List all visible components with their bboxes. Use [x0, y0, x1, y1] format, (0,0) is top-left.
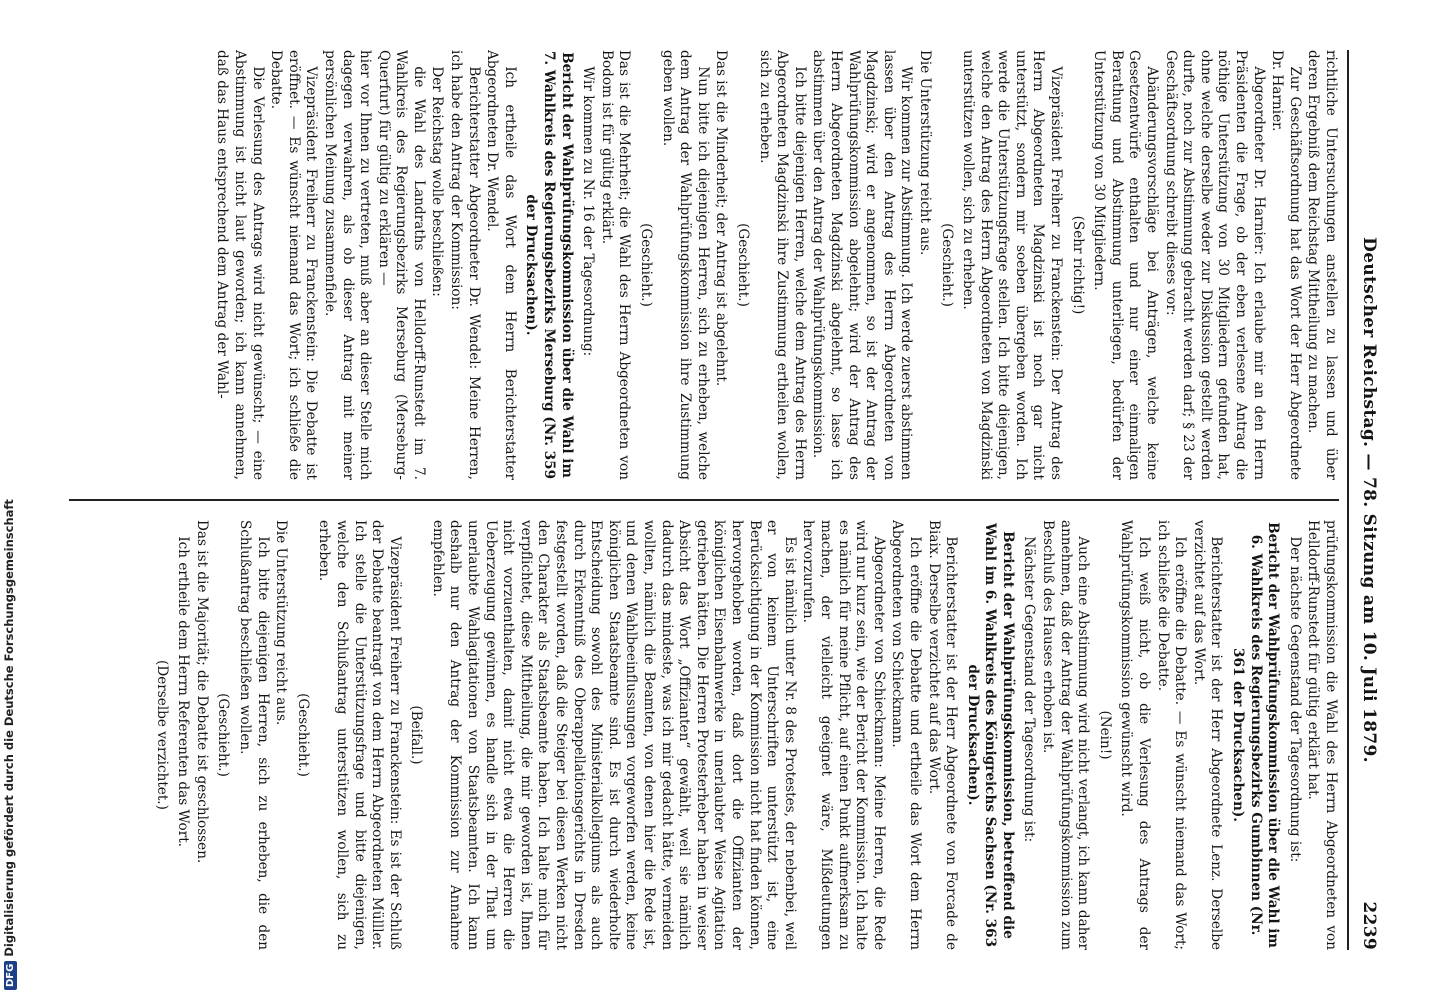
agenda-item-heading: Bericht der Wahlprüfungskommission über die Wahl im 6. Wahlkreis des Regierungsbezirks Gumbinnen (Nr. 361 der Drucksachen). [1230, 522, 1282, 948]
paragraph: Ich eröffne die Debatte. — Es wünscht niemand das Wort; ich schließe die Debatte. [1154, 520, 1189, 950]
interjection: (Beifall.) [408, 705, 425, 765]
agenda-item-heading: Bericht der Wahlprüfungskommission über die Wahl im 7. Wahlkreis des Regierungsbezirks Merseburg (Nr. 359 der Drucksachen). [523, 50, 575, 480]
left-column [59, 50, 1339, 480]
paragraph: Ich eröffne die Debatte und ertheile das Wort dem Herrn Abgeordneten von Schieckmann. [889, 520, 923, 950]
printed-page [21, 20, 1411, 980]
paragraph: Es ist nämlich unter Nr. 8 des Protestes, der nebenbei, weil er von keinem Unterschriften unterstützt ist, eine Berücksichtigung in der Kommission nicht hat finden können, hervorgehoben worden, daß dort die Offizianten der königlichen Eisenbahnwerke in unerlaubter Weise Agitation getrieben hätten. Die Herren Protesterheber haben in weiser Absicht das Wort „Offizianten“ gewählt, weil sie nämlich dadurch das mindeste, was ich mir gedacht hätte, vermeiden wollten, nämlich die Beamten, von denen hier die Rede ist, und denen Wahlbeeinflussungen vorgeworfen werden, keine königlichen Staatsbeamte sind. Es ist durch wiederholte Entscheidung sowohl des Ministerialkollegiums als auch durch Erkenntniß des Oberappellationsgerichts in Dresden festgestellt worden, daß die Steiger bei diesen Werken nicht den Charakter als Staatsbeamte haben. Ich halte mich für verpflichtet, diese Mittheilung, die mir geworden ist, Ihnen nicht vorzuenthalten, damit nicht etwa die Herren die Ueberzeugung gewinnen, es handle sich in der That um unerlaubte Wahlagitationen von Staatsbeamten. Ich kann deshalb nur den Antrag der Kommission zur Annahme empfehlen. [429, 520, 798, 950]
dfg-logo-icon: DFG [4, 961, 17, 990]
paragraph: Der Reichstag wolle beschließen: [429, 66, 446, 297]
paragraph: richtliche Untersuchungen anstellen zu lassen und über deren Ergebniß dem Reichstag Mittheilung zu machen. [1305, 50, 1339, 480]
paragraph: Nun bitte ich diejenigen Herren, sich zu erheben, welche dem Antrag der Wahlprüfungskommission ihre Zustimmung geben wollen. [659, 50, 711, 480]
paragraph: Nächster Gegenstand der Tagesordnung ist: [1021, 536, 1038, 843]
paragraph: Das ist die Majorität; die Debatte ist geschlossen. [193, 520, 210, 864]
paragraph: Wir kommen zu Nr. 16 der Tagesordnung: [580, 66, 597, 357]
interjection: (Geschieht.) [638, 223, 655, 307]
paragraph: prüfungskommission die Wahl des Herrn Abgeordneten von Helldorff-Runstedt für gültig erklärt hat. [1305, 520, 1339, 950]
interjection: (Geschieht.) [735, 223, 751, 307]
paragraph: Die Verlesung des Antrags wird nicht gewünscht; — eine Abstimmung ist nicht laut geworden; ich kann annehmen, daß das Haus entsprechend dem Antrag der Wahl- [214, 50, 266, 480]
paragraph: Berichterstatter ist der Herr Abgeordnete Lenz. Derselbe verzichtet auf das Wort. [1190, 520, 1225, 950]
header-rule [1347, 50, 1349, 950]
quote-paragraph: die Wahl des Landraths von Helldorff-Runstedt im 7. Wahlkreis des Regierungsbezirks Merseburg (Merseburg-Querfurt) für gültig zu erklären — [375, 50, 427, 480]
paragraph: Ich ertheile dem Herrn Referenten das Wort. [175, 536, 192, 848]
interjection: (Derselbe verzichtet.) [153, 660, 170, 810]
digitization-credit-text: Digitalisierung gefördert durch die Deutsche Forschungsgemeinschaft [2, 499, 16, 957]
interjection: (Geschieht.) [294, 693, 311, 777]
page-title: Deutscher Reichstag. — 78. Sitzung am 10. Juli 1879. [1359, 237, 1379, 763]
page-number: 2239 [1359, 901, 1379, 950]
interjection: (Geschieht.) [938, 223, 955, 307]
interjection: (Nein!) [1096, 710, 1113, 760]
interjection: (Geschieht.) [215, 693, 232, 777]
quote-paragraph: Abänderungsvorschläge bei Anträgen, welche keine Gesetzentwürfe enthalten und nur einer einmaligen Berathung und Abstimmung unterliegen, bedürfen der Unterstützung von 30 Mitgliedern. [1091, 50, 1161, 480]
column-rule [69, 499, 1339, 501]
paragraph: Zur Geschäftsordnung hat das Wort der Herr Abgeordnete Dr. Harnier. [1269, 50, 1303, 480]
paragraph: Ich ertheile das Wort dem Herrn Berichterstatter Abgeordneten Dr. Wendel. [484, 50, 518, 480]
speech-paragraph: Vizepräsident Freiherr zu Franckenstein: Die Debatte ist eröffnet. — Es wünscht niemand das Wort; ich schließe die Debatte. [268, 50, 320, 480]
paragraph: Ich weiß nicht, ob die Verlesung des Antrags der Wahlprüfungskommission gewünscht wird. [1118, 520, 1153, 950]
speech-paragraph: Vizepräsident Freiherr zu Franckenstein: Es ist der Schluß der Debatte beantragt von dem Herrn Abgeordneten Mülller. Ich stelle die Unterstützungsfrage und bitte diejenigen, welche den Schlußantrag unterstützen wollen, sich zu erheben. [316, 520, 403, 950]
page-header [1351, 50, 1383, 950]
paragraph: Die Unterstützung reicht aus. [273, 520, 290, 726]
paragraph: Ich bitte diejenigen Herren, welche dem Antrag des Herrn Abgeordneten Magdzinski ihre Zustimmung ertheilen wollen, sich zu erheben. [756, 50, 808, 480]
paragraph: Berichterstatter ist der Herr Abgeordnete von Forcade de Biaix. Derselbe verzichtet auf das Wort. [925, 520, 960, 950]
paragraph: Das ist die Minderheit; der Antrag ist abgelehnt. [713, 50, 730, 387]
paragraph: hier vor Ihnen zu vertreten, muß aber an dieser Stelle mich dagegen verwahren, als ob dieser Antrag mit meiner persönlichen Meinung zusammenfiele. [321, 50, 374, 480]
paragraph: Ich bitte diejenigen Herren, sich zu erheben, die den Schlußantrag beschließen wollen. [236, 520, 271, 950]
right-column [59, 520, 1339, 950]
digitization-credit [2, 499, 17, 990]
speech-paragraph: Berichterstatter Abgeordneter Dr. Wendel: Meine Herren, ich habe den Antrag der Kommission: [448, 50, 482, 480]
paragraph: Das ist die Mehrheit; die Wahl des Herrn Abgeordneten von Bodom ist für gültig erklärt. [598, 50, 633, 480]
speech-paragraph: Abgeordneter von Schieckmann: Meine Herren, die Rede wird nur kurz sein, wie der Bericht der Kommission. Ich halte es nämlich für meine Pflicht, auf einen Punkt aufmerksam zu machen, der vielleicht geeignet wäre, Mißdeutungen hervorzurufen. [800, 520, 887, 950]
paragraph: Wir kommen zur Abstimmung. Ich werde zuerst abstimmen lassen über den Antrag des Herrn Abgeordneten von Magdzinski; wird er angenommen, so ist der Antrag der Wahlprüfungskommission abgelehnt; wird der Antrag des Herrn Abgeordneten Magdzinski abgelehnt, so lasse ich abstimmen über den Antrag der Wahlprüfungskommission. [810, 50, 915, 480]
speech-paragraph: Vizepräsident Freiherr zu Franckenstein: Der Antrag des Herrn Abgeordneten Magdzinski ist noch gar nicht unterstützt, sondern mir soeben übergeben worden. Ich werde die Unterstützungsfrage stellen. Ich bitte diejenigen, welche den Antrag des Herrn Abgeordneten von Magdzinski unterstützen wollen, sich zu erheben. [960, 50, 1065, 480]
speech-paragraph: Abgeordneter Dr. Harnier: Ich erlaube mir an den Herrn Präsidenten die Frage, ob der eben verlesene Antrag die nöthige Unterstützung von 30 Mitgliedern gefunden hat, ohne welche derselbe weder zur Diskussion gestellt werden durfte, noch zur Abstimmung gebracht werden darf; § 23 der Geschäftsordnung schreibt dieses vor: [1162, 50, 1267, 480]
paragraph: Der nächste Gegenstand der Tagesordnung ist: [1286, 536, 1303, 863]
paragraph: Auch eine Abstimmung wird nicht verlangt, ich kann daher annehmen, daß der Antrag der Wahlprüfungskommission zum Beschluß des Hauses erhoben ist. [1040, 520, 1092, 950]
agenda-item-heading: Bericht der Wahlprüfungskommission, betreffend die Wahl im 6. Wahlkreis des Königreichs Sachsen (Nr. 363 der Drucksachen). [964, 522, 1016, 948]
interjection: (Sehr richtig!) [1069, 215, 1086, 315]
paragraph: Die Unterstützung reicht aus. [916, 50, 933, 256]
